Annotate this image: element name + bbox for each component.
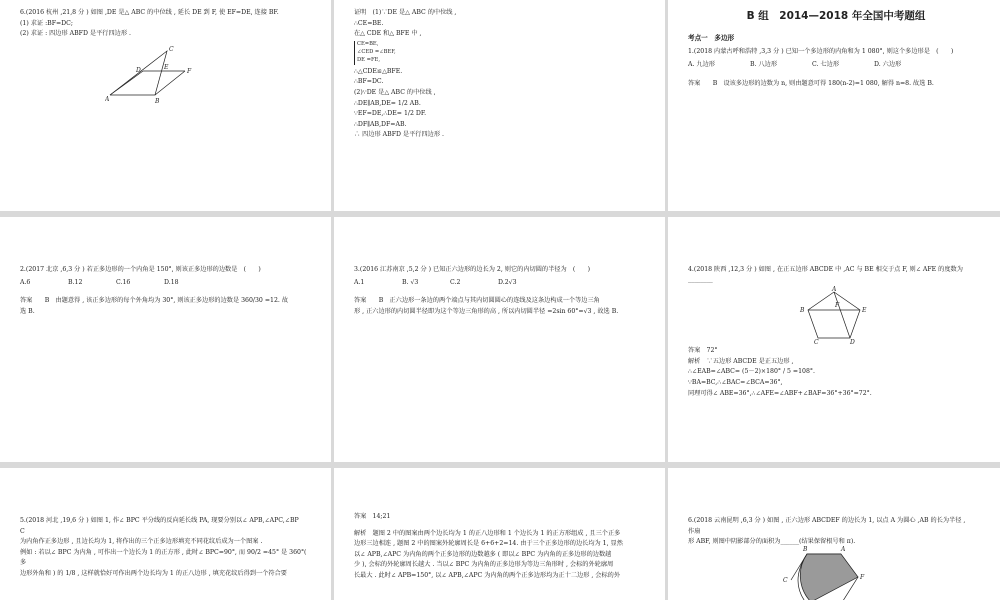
text-line: 6.(2016 杭州 ,21,8 分 ) 如图 ,DE 是△ ABC 的中位线 , 延长 DE 到 F, 使 EF=DE, 连接 BF.	[20, 9, 279, 16]
page-1	[0, 0, 331, 211]
answer-text: 答案 B 正六边形一条边的两个端点与其内切圆圆心的连线及这条边构成一个等边三角	[354, 297, 600, 305]
text-line: 长最大 . 此时∠ APB=150°, 以∠ APB,∠APC 为内角的两个正多边形均为正十二边形 , 会标的外	[354, 572, 621, 580]
text-line: 以∠ APB,∠APC 为内角的两个正多边形的边数越多 ( 即以∠ BPC 为内角的正多边形的边数越	[354, 550, 612, 558]
text-line: 同理可得∠ ABE=36°,∴∠AFE=∠ABF+∠BAF=36°+36°=72°.	[688, 389, 872, 397]
figure-label: F	[187, 67, 192, 75]
option: A.1	[354, 278, 365, 286]
option: D.2√3	[498, 278, 517, 286]
text-line: 解析 ∵五边形 ABCDE 是正五边形 ,	[688, 357, 794, 365]
option: D. 六边形	[874, 61, 902, 69]
text-line: 为内角作正多边形 , 且边长均为 1, 将作出的三个正多边形填充不同花纹后成为一个图案 .	[20, 538, 263, 546]
page-3	[668, 0, 1000, 211]
figure-label: B	[800, 307, 805, 315]
figure-label: B	[155, 97, 160, 105]
text-line: 作扇	[688, 527, 701, 535]
figure-label: C	[169, 45, 174, 53]
option: B.12	[68, 278, 83, 286]
page-5	[334, 217, 665, 462]
figure-label: D	[136, 66, 141, 74]
option: B. √3	[402, 278, 419, 286]
text-line: 5.(2018 河北 ,19,6 分 ) 如图 1, 作∠ BPC 平分线的反向延长线 PA, 现要分别以∠ APB,∠APC,∠BP	[20, 517, 299, 524]
pentagon-figure	[798, 286, 870, 344]
text-line: DE =FE,	[357, 57, 380, 64]
answer-text: 答案 14;21	[354, 513, 391, 520]
figure-label: F	[860, 573, 865, 581]
answer-text: 选 B.	[20, 307, 35, 315]
text-line: ∠CED =∠BEF,	[357, 49, 396, 56]
subsection-title: 考点一 多边形	[688, 34, 735, 43]
text-line: 证明 (1)∵DE 是△ ABC 的中位线 ,	[354, 9, 457, 16]
options-row	[20, 278, 315, 288]
text-line: C	[20, 527, 25, 535]
question-text: 2.(2017 北京 ,6,3 分 ) 若正多边形的一个内角是 150°, 则该正多边形的边数是 ( )	[20, 266, 261, 273]
option: B. 八边形	[750, 61, 778, 69]
text-line: (1) 求证 :BF=DC;	[20, 19, 73, 27]
answer-text: 答案 72°	[688, 347, 718, 355]
text-line: 多	[20, 559, 27, 567]
text-line: 例如 : 若以∠ BPC 为内角 , 可作出一个边长为 1 的正方形 , 此时∠ BPC=90°, 而 90/2 =45° 是 360°(	[20, 548, 307, 556]
figure-label: E	[862, 307, 867, 315]
text-line: ∴∠EAB=∠ABC= (5－2)×180° / 5 =108°.	[688, 368, 815, 376]
page-7	[0, 468, 331, 600]
section-header: B 组 2014—2018 年全国中考题组	[746, 10, 926, 22]
options-row	[354, 278, 649, 288]
triangle-figure	[105, 43, 215, 105]
answer-text: 答案 B 设该多边形的边数为 n, 则由题意可得 180(n-2)=1 080, 解得 n=8. 故选 B.	[688, 79, 934, 87]
text-line: (2) 求证 : 四边形 ABFD 是平行四边形 .	[20, 30, 131, 38]
page-8	[334, 468, 665, 600]
text-line: ∵EF=DE,∴DE= 1/2 DF.	[354, 110, 427, 118]
question-text: 1.(2018 内蒙古呼和浩特 ,3,3 分 ) 已知一个多边形的内角和为 1 080°, 则这个多边形是 ( )	[688, 48, 954, 56]
text-line: 边形三边相连 , 题图 2 中的图案外轮廓周长是 6+6+2=14. 由于三个正多边形的边长均为 1, 显然	[354, 540, 623, 548]
question-text: 3.(2016 江苏南京 ,5,2 分 ) 已知正六边形的边长为 2, 则它的内切圆的半径为 ( )	[354, 266, 591, 273]
figure-label: B	[803, 545, 808, 553]
figure-label: C	[783, 576, 788, 584]
text-line: 在△ CDE 和△ BFE 中 ,	[354, 30, 422, 38]
text-line: ∴CE=BE.	[354, 19, 384, 27]
answer-text: 形 , 正六边形的内切圆半径即为这个等边三角形的高 , 所以内切圆半径 =2sin 60°=√3 , 故选 B.	[354, 307, 619, 315]
answer-text: 答案 B 由题意得 , 该正多边形的每个外角均为 30°, 则该正多边形的边数是 360/30 =12. 故	[20, 297, 289, 305]
option: D.18	[164, 278, 179, 286]
text-line: ∴ 四边形 ABFD 是平行四边形 .	[354, 131, 444, 139]
hexagon-sector-figure	[783, 542, 893, 600]
text-line: ∵BA=BC,∴∠BAC=∠BCA=36°,	[688, 379, 783, 387]
text-line: 少 ), 会标的外轮廓周长越大 . 当以∠ BPC 为内角的正多边形为等边三角形时 , 会标的外轮廓周	[354, 561, 614, 569]
option: C.2	[450, 278, 461, 286]
figure-label: D	[850, 339, 855, 345]
text-line: ∴△CDE≌△BFE.	[354, 67, 403, 75]
equation-brace	[354, 41, 649, 65]
text-line: 形 ABF, 则图中阴影部分的面积为______(结果保留根号和 π).	[688, 538, 856, 546]
question-text: 4.(2018 陕西 ,12,3 分 ) 如图 , 在正五边形 ABCDE 中 ,AC 与 BE 相交于点 F, 则∠ AFE 的度数为________	[688, 266, 963, 283]
figure-label: A	[105, 95, 110, 103]
option: C.16	[116, 278, 131, 286]
option: A. 九边形	[688, 61, 715, 69]
text-line: (2)∵DE 是△ ABC 的中位线 ,	[354, 88, 436, 96]
figure-label: C	[814, 339, 819, 345]
text-line: ∴DF∥AB,DF=AB.	[354, 120, 407, 128]
figure-label: F	[835, 302, 840, 310]
text-line: ∴DE∥AB,DE= 1/2 AB.	[354, 99, 421, 107]
text-line: CE=BE,	[357, 40, 379, 47]
page-4	[0, 217, 331, 462]
page-6	[668, 217, 1000, 462]
text-line: 解析 题图 2 中的图案由两个边长均为 1 的正八边形和 1 个边长为 1 的正方形组成 , 且三个正多	[354, 529, 621, 537]
figure-label: A	[832, 286, 837, 294]
option: C. 七边形	[812, 61, 840, 69]
text-line: 6.(2018 云南昆明 ,6,3 分 ) 如图 , 正六边形 ABCDEF 的边长为 1, 以点 A 为圆心 ,AB 的长为半径 ,	[688, 517, 966, 524]
text-line: ∴BF=DC.	[354, 78, 384, 86]
option: A.6	[20, 278, 31, 286]
figure-label: A	[841, 545, 846, 553]
figure-label: E	[164, 63, 169, 71]
page-2	[334, 0, 665, 211]
text-line: 边形外角和 ) 的 1/8 , 这样就恰好可作出两个边长均为 1 的正八边形 , 填充花纹后得到一个符合要	[20, 570, 287, 578]
options-row	[688, 60, 984, 70]
page-9	[668, 468, 1000, 600]
